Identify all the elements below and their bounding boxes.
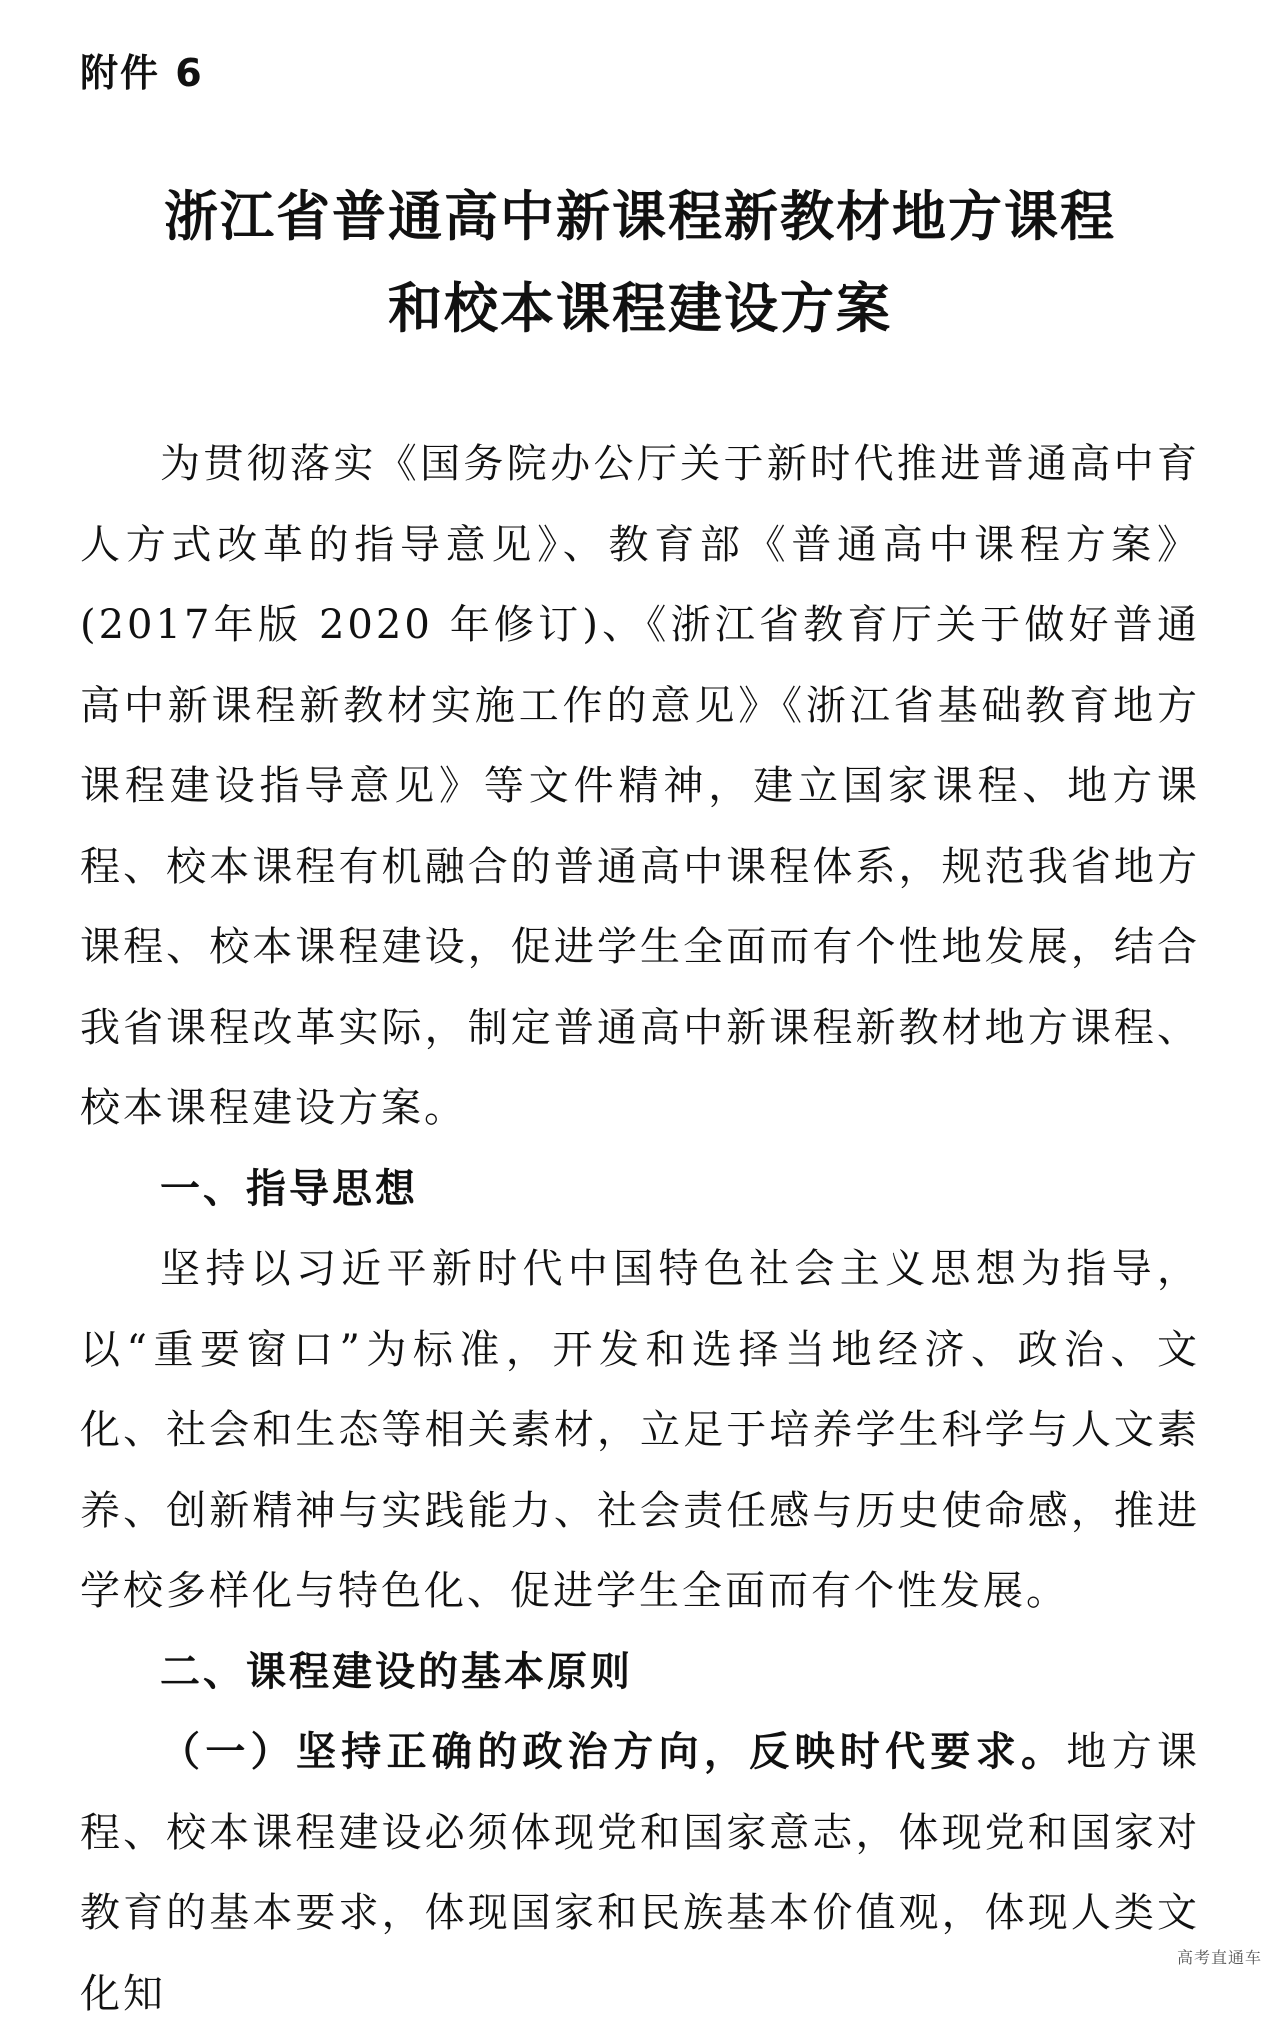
document-title-line-1: 浙江省普通高中新课程新教材地方课程 xyxy=(164,185,1116,248)
document-body xyxy=(80,424,1200,2034)
intro-paragraph: 为贯彻落实《国务院办公厅关于新时代推进普通高中育人方式改革的指导意见》、教育部《普通高中课程方案》(2017年版 2020 年修订)、《浙江省教育厅关于做好普通高中新课程新教材实施工作的意见》《浙江省基础教育地方课程建设指导意见》等文件精神，建立国家课程、地方课程、校本课程有机融合的普通高中课程体系，规范我省地方课程、校本课程建设，促进学生全面而有个性地发展，结合我省课程改革实际，制定普通高中新课程新教材地方课程、校本课程建设方案。 xyxy=(80,441,1200,1131)
section-2-heading: 二、课程建设的基本原则 xyxy=(160,1648,633,1695)
section-1-paragraph: 坚持以习近平新时代中国特色社会主义思想为指导，以“重要窗口”为标准，开发和选择当地经济、政治、文化、社会和生态等相关素材，立足于培养学生科学与人文素养、创新精神与实践能力、社会责任感与历史使命感，推进学校多样化与特色化、促进学生全面而有个性发展。 xyxy=(80,1246,1200,1614)
watermark-text: 高考直通车 xyxy=(1176,1948,1262,1967)
document-title-line-2: 和校本课程建设方案 xyxy=(388,277,892,340)
section-2-item-1-paragraph xyxy=(80,1712,1200,2034)
section-2-item-1-lead: （一）坚持正确的政治方向，反映时代要求。 xyxy=(160,1728,1067,1775)
section-1-heading: 一、指导思想 xyxy=(160,1165,418,1212)
attachment-label: 附件 6 xyxy=(80,51,204,95)
section-2-item-1-text: 地方课程、校本课程建设必须体现党和国家意志，体现党和国家对教育的基本要求，体现国家和民族基本价值观，体现人类文化知 xyxy=(80,1729,1201,2017)
